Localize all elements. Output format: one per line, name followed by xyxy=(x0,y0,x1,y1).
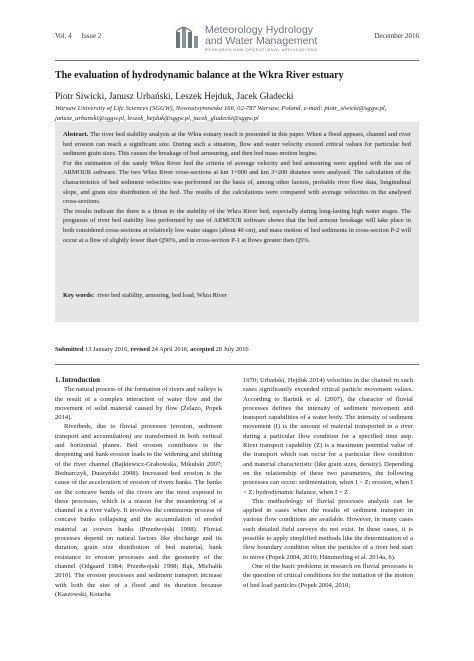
keywords-label: Key words: xyxy=(63,292,95,299)
body-paragraph: One of the basic problems in research on fluvial processes is the question of critical conditions for the initiation of the motion of bed load particles (Popek 2004, 2010; xyxy=(243,562,413,589)
page-header xyxy=(55,24,419,58)
accepted-date: 28 July 2016 xyxy=(215,346,249,353)
body-paragraph: Riverbeds, due to fluvial processes (erosion, sediment transport and accumulation) are transformed in both vertical and horizontal planes. Bed erosion contributes to the deepening and bank erosion leads to the widening and shifting of the river channel (Bajkiewicz-Grabowska, Mikulski 2007; Bednarczyk, Duszyński 2008). Increased bed erosion is the cause of the acceleration of erosion of rivers banks. The banks on the concave bends of the rivers are the most exposed to these processes, which is a reason for the meandering of a channel in a river valley. It involves the continuous process of concave banks collapsing and the accumulation of eroded material at convex banks (Przedwojski 1998). Fluvial processes depend on natural factors like discharge and its duration, grain size distribution of bed material, bank resistance to erosion processes and the geometry of the channel (Odgaard 1984; Przedwojski 1998; Bąk, Michalik 2010). The erosion processes and sediment transport increase with both the size of a flood and its duration because (Kaszowski, Kotarba xyxy=(55,423,222,598)
issue-label: Issue 2 xyxy=(81,32,102,40)
accepted-label: accepted xyxy=(190,346,214,353)
section-divider xyxy=(55,364,419,365)
abstract-paragraph-3: The results indicate the there is a threat to the stability of the Wkra River bed, especially during long-lasting high water stages. The prognosis of river bed stability loss performed by use of ARMOUR software shows that the bed armour breakage will take place in both considered cross-sections at relatively low water stages (about 40 cm), and mass motion of bed sediments in cross-section P-2 will occur at a flow of slightly lower than Q50%, and in cross-section P-1 at flows greater then Q5%. xyxy=(63,207,411,244)
keywords xyxy=(63,292,411,299)
abstract-label: Abstract. xyxy=(63,131,89,138)
abstract-box xyxy=(55,122,419,322)
section-heading-introduction: 1. Introduction xyxy=(55,376,100,384)
paper-authors: Piotr Siwicki, Janusz Urbański, Leszek Hejduk, Jacek Gładecki xyxy=(55,92,294,102)
abstract-paragraph-1: The river bed stability analysis at the Wkra estuary reach is presented in this paper. When a flood appears, channel and river bed erosion can reach a significant size. During such a situation, flow and water velocity exceed critical values for particular bed sediment grain sizes. This causes the breakage of bed armouring, and then bed mass motion begins. xyxy=(63,131,412,158)
keywords-text: river bed stability, armoring, bed load, Wkra River xyxy=(97,292,227,299)
volume-issue xyxy=(55,32,101,40)
revised-label: revised xyxy=(130,346,150,353)
abstract-text xyxy=(63,130,411,245)
author-affiliation xyxy=(55,104,419,123)
journal-logo-icon xyxy=(175,26,201,50)
issue-date: December 2016 xyxy=(374,32,419,40)
journal-name-line1: Meteorology Hydrology xyxy=(205,24,313,36)
body-paragraph: This methodology of fluvial processes analysis can be applied in cases when the results of sediment transport in various flow conditions are available. However, in many cases such detailed field surveys do not exist. In these cases, it is possible to apply simplified methods like the determination of a flow boundary condition when the particles of a river bed start to move (Popek 2004, 2010; Hämmerling et al. 2014a, b). xyxy=(243,497,413,561)
body-paragraph: The natural process of the formation of rivers and valleys is the result of a complex interaction of water flow and the movement of solid material caused by flow (Żelazo, Popek 2014). xyxy=(55,386,222,422)
body-column-right xyxy=(243,376,413,590)
abstract-paragraph-2: For the estimation of the sandy Wkra River bed the criteria of average velocity and bed armouring were applied with the use of ARMOUR software. The two Wkra River cross-sections at km 1+000 and km 3+200 distance were analysed. The calculation of the characteristics of bed sediment velocities was performed on the basis of, among other factors, probable river flow data, longitudinal slope, and grain size distribution of the bed. The results of the calculations were compared with average velocities in the analysed cross-sections. xyxy=(63,159,411,206)
journal-logo xyxy=(175,24,375,52)
volume-label: Vol. 4 xyxy=(55,32,72,40)
paper-title: The evaluation of hydrodynamic balance at the Wkra River estuary xyxy=(55,70,344,81)
journal-tagline: RESEARCH AND OPERATIONAL APPLICATIONS xyxy=(205,47,318,52)
affiliation-line-2: janusz_urbanski@sggw.pl, leszek_hejduk@sggw.pl, jacek_gladecki@sggw.pl xyxy=(55,114,259,122)
header-divider xyxy=(55,60,419,61)
submission-dates xyxy=(55,346,419,353)
journal-name-line2: and Water Management xyxy=(205,35,318,47)
submitted-label: Submitted xyxy=(55,346,84,353)
revised-date: 24 April 2016, xyxy=(151,346,189,353)
submitted-date: 13 January 2016, xyxy=(85,346,129,353)
affiliation-line-1: Warsaw University of Life Sciences (SGGW), Nowoursynowska 166, 02-787 Warsaw, Poland, e-mail: piotr_siwicki@sggw.pl, xyxy=(55,105,387,112)
body-paragraph: 1970; Urbański, Hejduk 2014) velocities in the channel in such cases significantly exceeded critical particle movement values. According to Bartnik et al. (2007), the character of fluvial processes defines the intensity of sediment movement and transport capabilities of a water body. The intensity of sediment movement (I) is the amount of material transported in a river during a particular flow condition for a specified time step. River transport capability (Z) is a maximum potential value of the transport which can occur for a particular flow condition and material characteristic (like grain sizes, density). Depending on the relationship of these two parameters, the following processes can occur: sedimentation, when I > Z; erosion, when I < Z; hydrodynamic balance, when I = Z. xyxy=(243,377,413,496)
body-column-left xyxy=(55,376,222,599)
